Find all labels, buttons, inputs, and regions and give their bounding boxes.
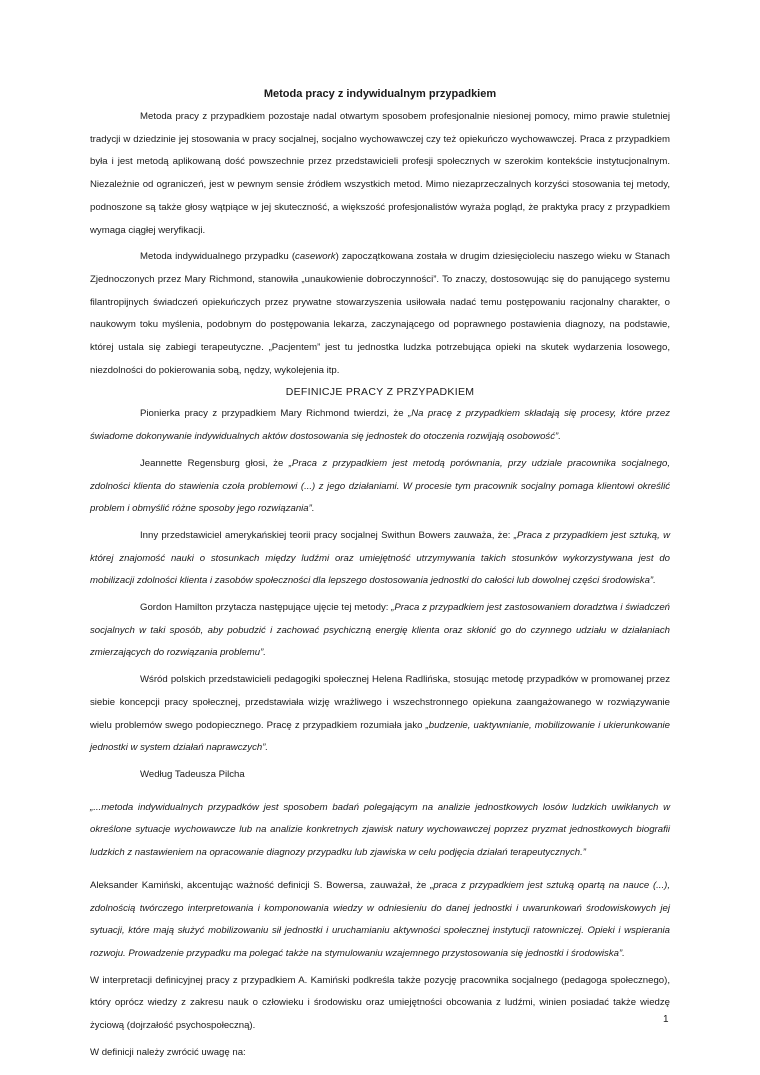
definition-quote: „Praca z przypadkiem jest metodą porównania, przy udziale pracownika socjalnego, zdolności klienta do stawienia czoła problemowi (...) z jego działaniami. W procesie tym pracownik socjalny pomaga klientowi określić problem i obmyślić różne sposoby jego rozwiązania”.	[90, 457, 670, 515]
page-title: Metoda pracy z indywidualnym przypadkiem	[263, 88, 497, 100]
intro-paragraph: Metoda pracy z przypadkiem pozostaje nadal otwartym sposobem profesjonalnie niesionej pomocy, mimo prawie stuletniej tradycji w dziedzinie jej stosowania w pracy socjalnej, socjalno wychowawczej czy też opiekuńczo wychowawczej. Praca z przypadkiem była i jest metodą aplikowaną dość powszechnie przez przedstawicieli profesji społecznych w szerokim kontekście instytucjonalnym. Niezależnie od ograniczeń, jest w pewnym sensie źródłem wszystkich metod. Mimo niezaprzeczalnych korzyści stosowania tej metody, podnoszone są także głosy wątpiące w jej skuteczność, a większość profesjonalistów wyraża pogląd, że praktyka pracy z przypadkiem wymaga ciągłej weryfikacji.	[90, 111, 670, 236]
definitions-heading: DEFINICJE PRACY Z PRZYPADKIEM	[285, 386, 475, 399]
definition-quote: „Praca z przypadkiem jest sztuką, w której znajomość nauki o stosunkach między ludźmi oraz umiejętność utrzymywania takich stosunków wykorzystywana jest do mobilizacji zdolności klienta i zasobów społeczności dla lepszego dostosowania jednostki do całości lub dowolnej części środowiska”.	[90, 529, 670, 587]
definition-quote: „budzenie, uaktywnianie, mobilizowanie i ukierunkowanie jednostki w system działań naprawczych”.	[90, 719, 670, 754]
definition-regensburg	[90, 453, 670, 521]
kaminski-paragraph	[90, 875, 670, 966]
definition-lead: Wśród polskich przedstawicieli pedagogiki społecznej Helena Radlińska, stosując metodę przypadków w promowanej przez siebie koncepcji pracy społecznej, przedstawiała wizję wrażliwego i wszechstronnego opiekuna zaangażowanego w rozwiązywanie wielu problemów swego podopiecznego. Pracę z przypadkiem rozumiała jako	[90, 674, 670, 731]
definition-lead: Gordon Hamilton przytacza następujące ujęcie tej metody:	[140, 602, 392, 614]
definition-lead: Inny przedstawiciel amerykańskiej teorii pracy socjalnej Swithun Bowers zauważa, że:	[140, 529, 514, 541]
casework-term: casework	[295, 251, 336, 263]
kaminski-lead: Aleksander Kamiński, akcentując ważność definicji S. Bowersa, zauważał, że	[90, 879, 431, 891]
definition-radlinska	[90, 669, 670, 760]
page-number: 1	[663, 1014, 669, 1025]
definition-lead: Jeannette Regensburg głosi, że	[140, 457, 289, 469]
definition-quote: „Na pracę z przypadkiem składają się procesy, które przez świadome dokonywanie indywidualnych aktów dostosowania się jednostek do otoczenia rozwijają osobowość”.	[90, 408, 670, 443]
history-text-after: ) zapoczątkowana została w drugim dziesięcioleciu naszego wieku w Stanach Zjednoczonych przez Mary Richmond, stanowiła „unaukowienie dobroczynności”. To znaczy, dostosowując się do panującego systemu filantropijnych świadczeń opiekuńczych przez prywatne stowarzyszenia usiłowała nadać temu postępowaniu racjonalny charakter, o naukowym toku myślenia, podobnym do postępowania lekarza, zaczynającego od poprawnego postawienia diagnozy, na podstawie, której ustala się zabiegi terapeutyczne. „Pacjentem” jest tu jednostka ludzka potrzebująca opieki na skutek wydarzenia losowego, niezdolności do pokierowania sobą, nędzy, wykolejenia itp.	[90, 251, 671, 376]
definition-bowers	[90, 525, 670, 593]
definition-hamilton	[90, 597, 670, 665]
interpretation-paragraph: W interpretacji definicyjnej pracy z przypadkiem A. Kamiński podkreśla także pozycję pracownika socjalnego (pedagoga społecznego), który oprócz wiedzy z zakresu nauk o człowieku i środowisku oraz umiejętności obcowania z ludźmi, winien posiadać także wiedzę życiową (dojrzałość psychospołeczną).	[90, 974, 670, 1032]
definition-lead: Pionierka pracy z przypadkiem Mary Richmond twierdzi, że	[140, 408, 409, 420]
kaminski-quote: „praca z przypadkiem jest sztuką opartą na nauce (...), zdolnością twórczego interpretowania i komponowania wiedzy w odniesieniu do danej jednostki i uwarunkowań środowiskowych jej sytuacji, które mają służyć mobilizowaniu sił jednostki i uruchamianiu aktywności społecznej instytucji ratowniczej. Opieki i wspierania rozwoju. Prowadzenie przypadku ma polegać także na stymulowaniu wzajemnego przystosowania się jednostki i środowiska”.	[90, 879, 671, 959]
history-paragraph	[90, 246, 670, 382]
definition-quote: „Praca z przypadkiem jest zastosowaniem doradztwa i świadczeń socjalnych w taki sposób, aby pobudzić i zachować psychiczną energię klienta oraz skłonić go do czynnego udziału w działaniach zmierzających do rozwiązania problemu”.	[90, 602, 670, 659]
history-text-before: Metoda indywidualnego przypadku (	[140, 251, 296, 263]
definition-richmond	[90, 403, 670, 448]
pilch-intro: Według Tadeusza Pilcha	[140, 768, 245, 780]
pilch-quote: „...metoda indywidualnych przypadków jest sposobem badań polegającym na analizie jednostkowych losów ludzkich uwikłanych w określone sytuacje wychowawcze lub na analizie konkretnych zjawisk natury wychowawczej poprzez pryzmat jednostkowych biografii ludzkich z nastawieniem na opracowanie diagnozy przypadku lub zjawiska w celu podjęcia działań terapeutycznych.”	[90, 801, 670, 859]
closing-line: W definicji należy zwrócić uwagę na:	[90, 1046, 246, 1058]
document-page	[90, 88, 670, 1068]
